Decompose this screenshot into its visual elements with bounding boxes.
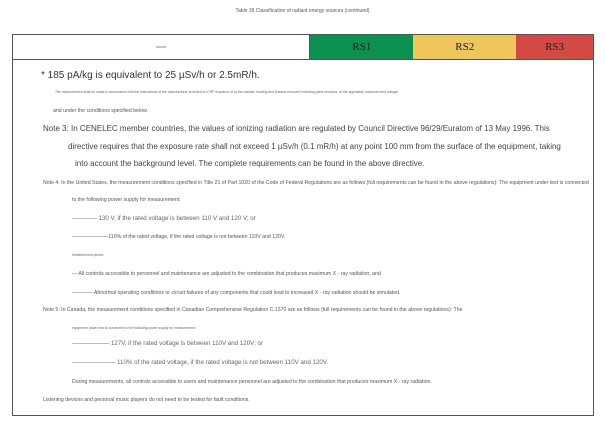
voltage-condition-us-1: ———— 130 V, if the rated voltage is between 110 V and 120 V; or xyxy=(72,215,256,222)
note-5-line-2: equipment under test is connected to the following power supply for measurement: xyxy=(72,326,196,330)
rs1-header: RS1 xyxy=(310,35,413,59)
measurement-period-item-1: — All controls accessible to personnel and maintenance are adjusted to the combination that produces maximum X - ray radiation; and xyxy=(72,271,381,277)
conditions-text: and under the conditions specified below. xyxy=(53,108,148,114)
note-4-line-1: Note 4: In the United States, the measurement conditions specified in Title 21 of Part 1020 of the Code of Federal Regulations are as follows (full requirements can be found in the above regulations): The equipment under test is connected xyxy=(43,180,589,186)
note-3-line-1: Note 3: In CENELEC member countries, the values of ionizing radiation are regulated by Council Directive 96/29/Euratom of 13 May 1996. This xyxy=(43,124,550,133)
measurement-instruction: The measurement shall be made in accordance with the instructions of the manufacturer provided to ICRP exposure of at the cabinet, heating and chassis removed including parts removed, at the applicable maximum test voltage xyxy=(55,90,398,94)
classification-table xyxy=(12,34,594,416)
rs2-header: RS2 xyxy=(413,35,516,59)
measurement-period-item-2: ———— Abnormal operating conditions or circuit failures of any components that could lead to increased X - ray radiation should be simulated. xyxy=(72,290,401,296)
note-5-line-1: Note 5: In Canada, the measurement conditions specified in Canadian Comprehensive Regulation C.1370 are as follows (full requirements can be found in the above regulations): The xyxy=(43,307,463,313)
note-3-line-3: into account the background level. The complete requirements can be found in the above directive. xyxy=(75,159,425,168)
footnote-equivalence: * 185 pA/kg is equivalent to 25 µSv/h or 2.5mR/h. xyxy=(41,70,260,81)
rs3-header: RS3 xyxy=(516,35,593,59)
note-4-line-2: to the following power supply for measurement: xyxy=(72,197,181,203)
table-caption: Table 39 Classification of radiant energy sources (continued) xyxy=(235,8,370,14)
note-3-line-2: directive requires that the exposure rate shall not exceed 1 µSv/h (0.1 mR/h) at any point 100 mm from the surface of the equipment, taking xyxy=(68,142,561,151)
voltage-condition-ca-1: —————— 127V, if the rated voltage is between 110V and 120V; or xyxy=(72,340,264,347)
listening-devices-text: Listening devices and personal music players do not need to be tested for fault conditions. xyxy=(43,397,250,403)
source-header: source xyxy=(13,35,310,59)
voltage-condition-us-2: ———————110% of the rated voltage, if the rated voltage is not between 110V and 120V. xyxy=(72,234,286,240)
measurement-controls-text: During measurements, all controls accessible to users and maintenance personnel are adjusted to the combination that produces maximum X - ray radiation. xyxy=(72,379,432,385)
voltage-condition-ca-2: ——————— 110% of the rated voltage, if the rated voltage is not between 110V and 120V. xyxy=(72,359,329,366)
measurement-period-label: Measurement period: xyxy=(72,253,105,257)
table-header-row xyxy=(13,35,593,60)
